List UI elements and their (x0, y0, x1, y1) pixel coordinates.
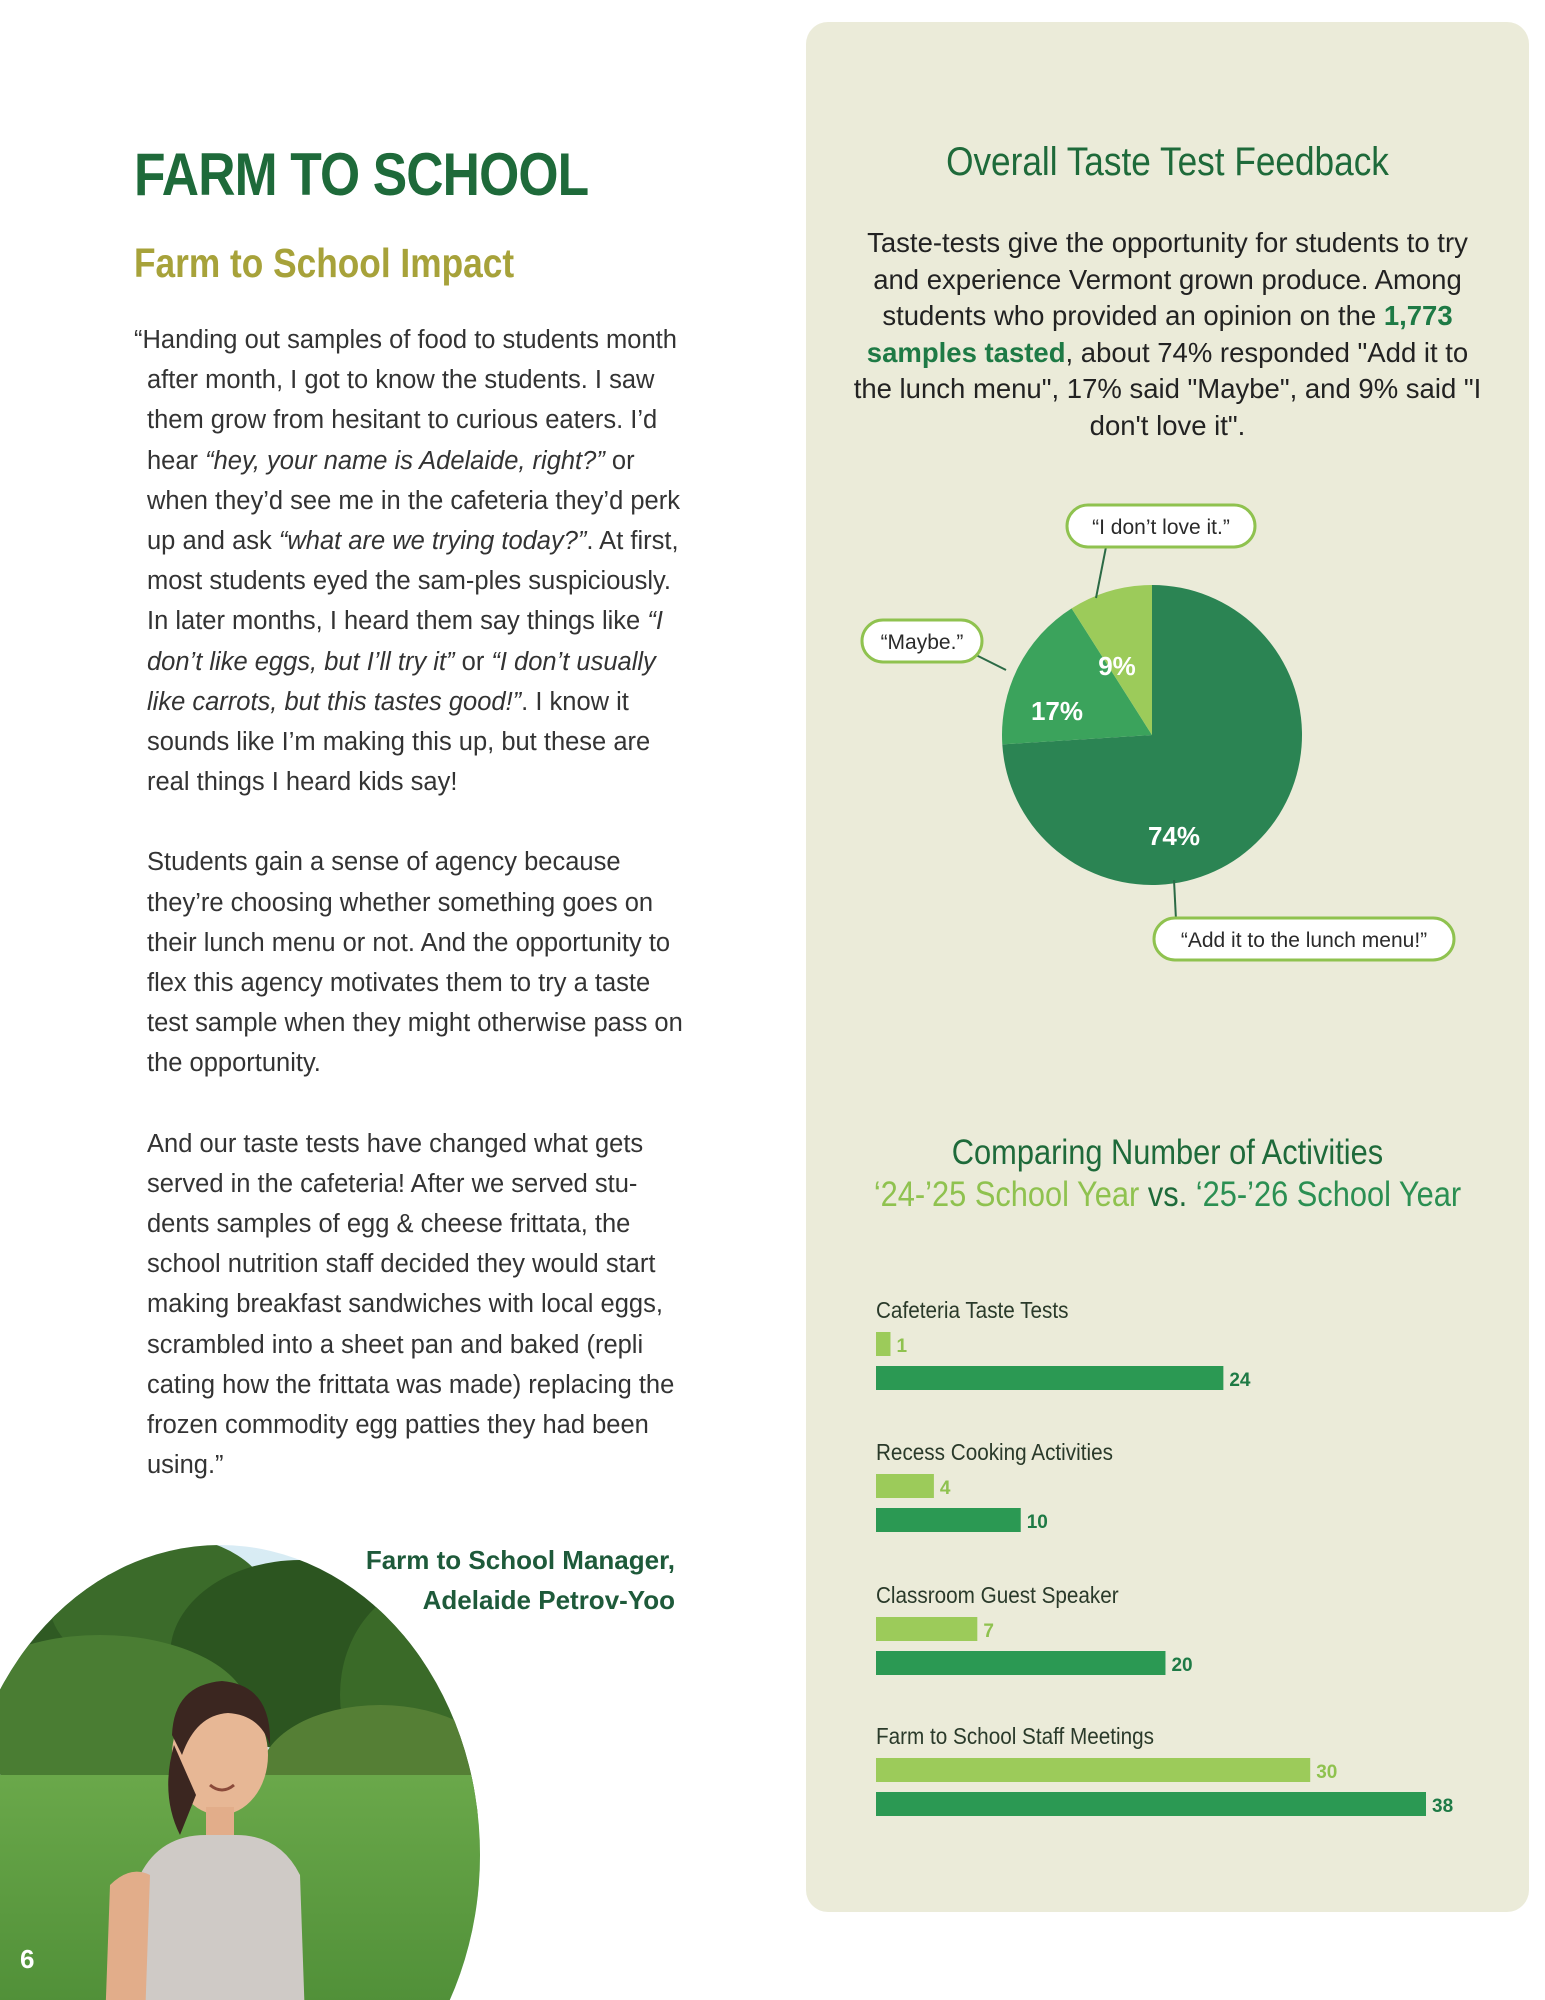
quote-text-run: or (454, 647, 492, 676)
bar-value-label: 4 (939, 1478, 951, 1499)
bar (876, 1474, 934, 1498)
pie-section-description (846, 225, 1489, 444)
bar-value-label: 1 (896, 1336, 908, 1357)
bar (876, 1651, 1165, 1675)
bar (876, 1617, 977, 1641)
quote-paragraph-1 (134, 320, 694, 802)
quote-text-run: . I know it sounds like I’m making this up, but these are real things I heard kids say! (147, 687, 651, 797)
quote-italic-run: “I don’t like eggs, but I’ll try it” (147, 607, 663, 676)
pie-desc-highlight: 1,773 samples tasted (866, 300, 1453, 368)
callout-leader-line (1174, 880, 1176, 920)
bar-value-label: 30 (1316, 1762, 1338, 1783)
pie-value-label: 74% (1147, 821, 1201, 851)
quote-block (134, 320, 694, 1525)
pie-desc-text-a: Taste-tests give the opportunity for students to try and experience Vermont grown produce. Among students who provided an opinion on the (867, 227, 1468, 331)
bar (876, 1508, 1021, 1532)
pie-desc-text-b: , about 74% responded "Add it to the lunch menu", 17% said "Maybe", and 9% said "I don't love it". (853, 336, 1482, 441)
bar-title-line2 (849, 1174, 1485, 1216)
callout-leader-line (1096, 547, 1106, 598)
callout-label: “I don’t love it.” (1092, 516, 1230, 539)
bar-value-label: 24 (1229, 1370, 1251, 1391)
bar (876, 1366, 1223, 1390)
quote-italic-run: “I don’t usually like carrots, but this tastes good!” (147, 647, 656, 716)
bar (876, 1758, 1310, 1782)
bar (876, 1792, 1426, 1816)
bar-category-label: Classroom Guest Speaker (876, 1581, 1119, 1609)
pie-chart (806, 490, 1529, 1010)
attribution (366, 1540, 675, 1620)
bar-chart (806, 1280, 1529, 1840)
pie-value-label: 17% (1030, 696, 1084, 726)
callout-label: “Maybe.” (880, 631, 964, 654)
bar-category-label: Farm to School Staff Meetings (876, 1722, 1154, 1750)
legend-vs: vs. (1139, 1175, 1196, 1214)
callout-label: “Add it to the lunch menu!” (1180, 929, 1428, 952)
page-number: 6 (20, 1944, 35, 1974)
pie-value-label: 9% (1098, 651, 1136, 681)
quote-text-run: or when they’d see me in the cafeteria they’d perk up and ask (147, 446, 680, 556)
page-title: FARM TO SCHOOL (134, 141, 589, 208)
legend-year-1: ‘24-’25 School Year (873, 1175, 1140, 1214)
quote-paragraph-2: Students gain a sense of agency because they’re choosing whether something goes on their lunch menu or not. And the opportunity to flex this agency motivates them to try a taste test sample when they might otherwise pass on the opportunity. (147, 848, 683, 1078)
bar-category-label: Cafeteria Taste Tests (876, 1296, 1069, 1324)
attribution-role: Farm to School Manager, (365, 1545, 675, 1575)
quote-text-run: “Handing out samples of food to students month after month, I got to know the students. I saw them grow from hesitant to curious eaters. I’d hear (134, 326, 677, 475)
bar-section-title (849, 1132, 1485, 1216)
quote-paragraph-3: And our taste tests have changed what gets served in the cafeteria! After we served stu-dents samples of egg & cheese frittata, the school nutrition staff decided they would start making breakfast sandwiches with local eggs, scrambled into a sheet pan and baked (repli cating how the frittata was made) replacing the frozen commodity egg patties they had been using.” (147, 1129, 675, 1480)
bar-value-label: 20 (1171, 1655, 1193, 1676)
bar-title-line1: Comparing Number of Activities (951, 1133, 1384, 1172)
section-subtitle: Farm to School Impact (134, 240, 515, 286)
bar (876, 1332, 890, 1356)
quote-italic-run: “what are we trying today?” (278, 527, 587, 556)
attribution-name: Adelaide Petrov-Yoo (422, 1585, 675, 1615)
quote-italic-run: “hey, your name is Adelaide, right?” (205, 446, 605, 475)
bar-category-label: Recess Cooking Activities (876, 1438, 1113, 1466)
quote-text-run: . At first, most students eyed the sam-ples suspiciously. In later months, I heard them say things like (147, 527, 679, 636)
bar-value-label: 7 (983, 1621, 994, 1642)
bar-value-label: 10 (1026, 1512, 1048, 1533)
legend-year-2: ‘25-’26 School Year (1195, 1175, 1462, 1214)
bar-value-label: 38 (1432, 1796, 1454, 1817)
pie-section-title: Overall Taste Test Feedback (946, 140, 1389, 184)
